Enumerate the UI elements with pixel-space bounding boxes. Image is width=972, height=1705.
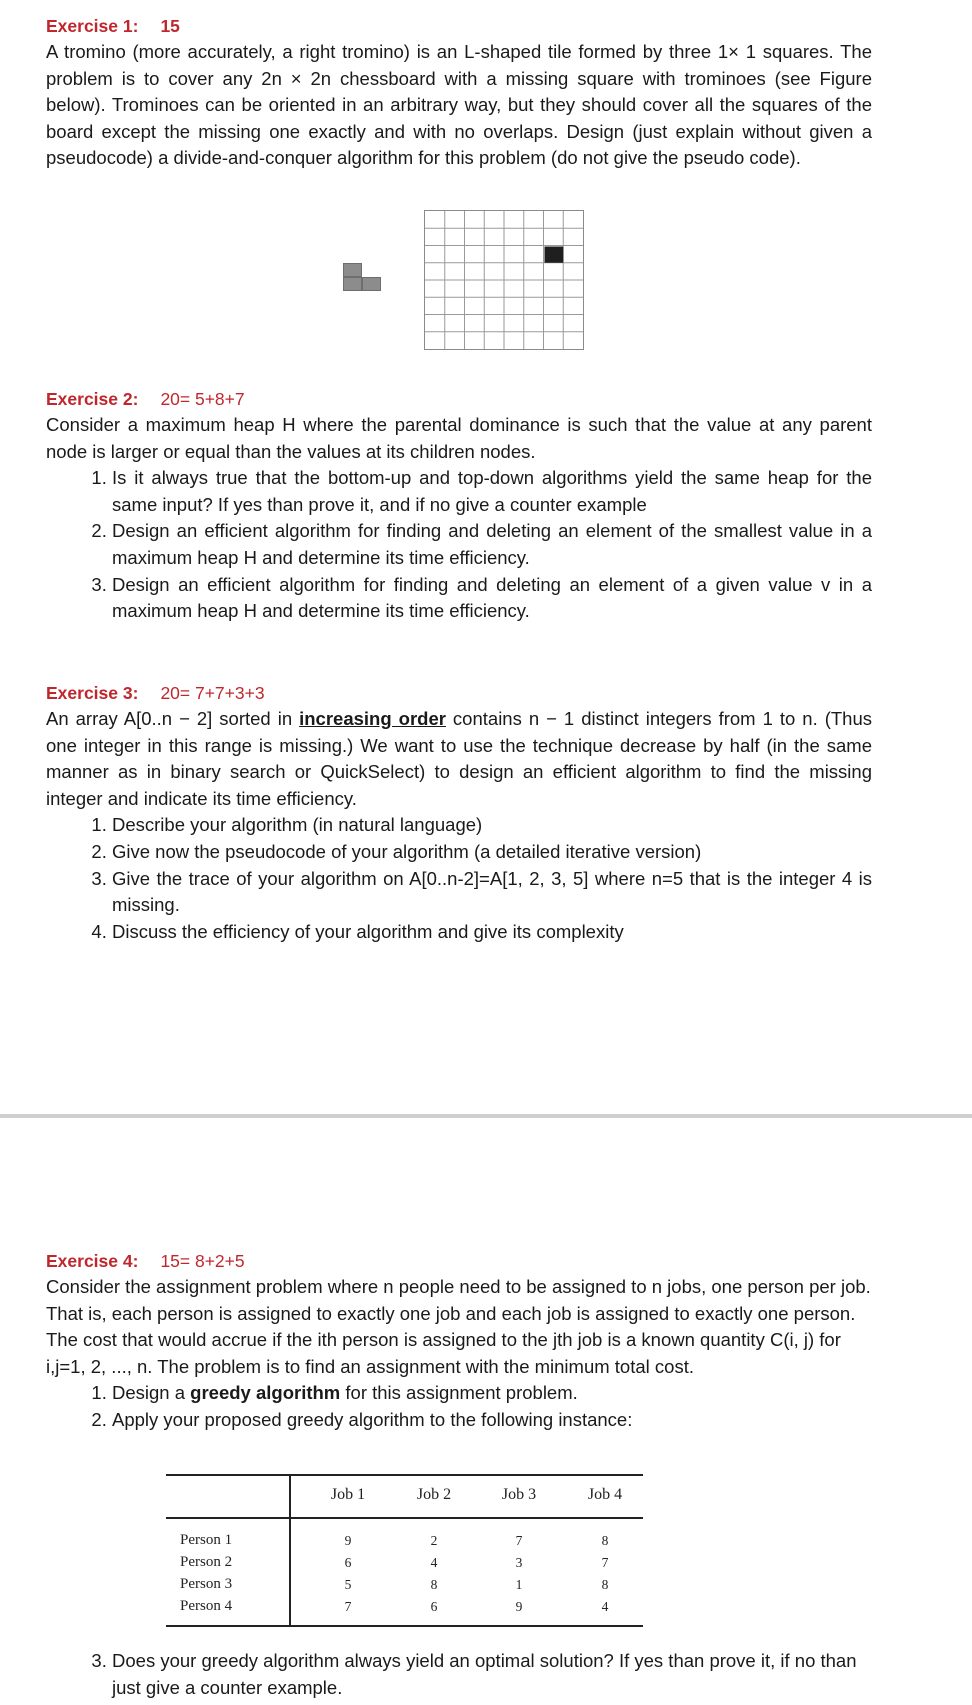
exercise-2-label: Exercise 2: (46, 389, 139, 409)
table-cell: 9 (515, 1599, 523, 1614)
exercise-3-list (46, 812, 872, 945)
table-cell: 6 (344, 1555, 352, 1570)
table-rule (166, 1517, 643, 1519)
page-divider (0, 1114, 972, 1118)
table-row-label: Person 3 (180, 1576, 233, 1592)
tromino-square (343, 263, 362, 277)
exercise-4-item: 2. Apply your proposed greedy algorithm to the following instance: (112, 1407, 872, 1434)
exercise-3-text-start: An array A[0..n − 2] sorted in (46, 708, 300, 729)
exercise-3-item: 1. Describe your algorithm (in natural language) (112, 812, 872, 839)
exercise-3-text (46, 706, 872, 812)
exercise-4-continued (46, 1648, 872, 1701)
exercise-2 (46, 386, 872, 625)
tromino-square (362, 277, 381, 291)
chessboard-figure (424, 210, 584, 350)
exercise-4-emphasis: greedy algorithm (190, 1382, 341, 1404)
exercise-2-item: 3. Design an efficient algorithm for finding and deleting an element of a given value v in a maximum heap H and determine its time efficiency. (112, 572, 872, 625)
table-cell: 7 (344, 1599, 352, 1614)
exercise-4-text: Consider the assignment problem where n people need to be assigned to n jobs, one person per job. That is, each person is assigned to exactly one job and each job is assigned to exactly one person. The cost that would accrue if the ith person is assigned to the jth job is a known quantity C(i, j) for i,j=1, 2, ..., n. The problem is to find an assignment with the minimum total cost. (46, 1276, 871, 1377)
table-cell: 8 (601, 1533, 609, 1548)
exercise-1 (46, 13, 872, 172)
exercise-3-text-end: contains n − 1 distinct integers from 1 to n. (Thus one integer in this range is missing.) We want to use the technique decrease by half (in the same manner as in binary search or QuickSelect) to design an efficient algorithm to find the missing integer and indicate its time efficiency. (46, 708, 872, 809)
table-cell: 9 (344, 1533, 352, 1548)
table-row-label: Person 4 (180, 1598, 233, 1614)
table-cell: 5 (344, 1577, 352, 1592)
table-cell: 6 (430, 1599, 438, 1614)
exercise-3-points: 20= 7+7+3+3 (160, 683, 265, 703)
table-header: Job 2 (416, 1486, 452, 1503)
exercise-3-emphasis: increasing order (299, 708, 446, 729)
table-cell: 2 (430, 1533, 438, 1548)
exercise-4 (46, 1248, 872, 1434)
table-header: Job 1 (330, 1486, 366, 1503)
exercise-4-item1-end: for this assignment problem. (340, 1382, 578, 1404)
exercise-2-text: Consider a maximum heap H where the parental dominance is such that the value at any parent node is larger or equal than the values at its children nodes. (46, 414, 872, 462)
exercise-2-points: 20= 5+8+7 (160, 389, 245, 409)
exercise-4-list-continued (46, 1648, 872, 1701)
exercise-4-item (112, 1380, 872, 1407)
exercise-4-list (46, 1380, 872, 1433)
exercise-1-text: A tromino (more accurately, a right tromino) is an L-shaped tile formed by three 1× 1 squares. The problem is to cover any 2n × 2n chessboard with a missing square with trominoes (see Figure below). Trominoes can be oriented in an arbitrary way, but they should cover all the squares of the board except the missing one exactly and with no overlaps. Design (just explain without given a pseudocode) a divide-and-conquer algorithm for this problem (do not give the pseudo code). (46, 41, 872, 169)
table-header: Job 4 (587, 1486, 623, 1503)
chessboard-grid (425, 211, 583, 349)
exercise-3-item: 2. Give now the pseudocode of your algorithm (a detailed iterative version) (112, 839, 872, 866)
missing-square (545, 247, 564, 263)
exercise-4-heading (46, 1248, 872, 1274)
table-cell: 7 (601, 1555, 609, 1570)
exercise-4-label: Exercise 4: (46, 1251, 139, 1271)
table-rule (166, 1625, 643, 1627)
table-cell: 1 (515, 1577, 523, 1592)
exercise-3-label: Exercise 3: (46, 683, 139, 703)
exercise-3-item: 3. Give the trace of your algorithm on A[0..n-2]=A[1, 2, 3, 5] where n=5 that is the integer 4 is missing. (112, 866, 872, 919)
tromino-figure (343, 263, 385, 295)
table-cell: 8 (601, 1577, 609, 1592)
exercise-1-label: Exercise 1: (46, 16, 139, 36)
exercise-3-item: 4. Discuss the efficiency of your algorithm and give its complexity (112, 919, 872, 946)
exercise-1-points: 15 (160, 16, 180, 36)
exercise-4-item1-start: Design a (112, 1382, 191, 1404)
exercise-2-list (46, 465, 872, 625)
exercise-3 (46, 680, 872, 945)
table-cell: 8 (430, 1577, 438, 1592)
table-row-label: Person 2 (180, 1554, 233, 1570)
exercise-1-heading (46, 13, 872, 39)
table-row-label: Person 1 (180, 1532, 233, 1548)
table-cell: 4 (601, 1599, 609, 1614)
tromino-square (343, 277, 362, 291)
table-rule (289, 1474, 291, 1627)
exercise-2-heading (46, 386, 872, 412)
exercise-4-points: 15= 8+2+5 (160, 1251, 245, 1271)
table-cell: 7 (515, 1533, 523, 1548)
table-cell: 4 (430, 1555, 438, 1570)
exercise-2-item: 2. Design an efficient algorithm for finding and deleting an element of the smallest value in a maximum heap H and determine its time efficiency. (112, 518, 872, 571)
table-cell: 3 (515, 1555, 523, 1570)
exercise-2-item: 1. Is it always true that the bottom-up and top-down algorithms yield the same heap for the same input? If yes than prove it, and if no give a counter example (112, 465, 872, 518)
exercise-3-heading (46, 680, 872, 706)
table-header: Job 3 (501, 1486, 537, 1503)
exercise-4-item: 3. Does your greedy algorithm always yield an optimal solution? If yes than prove it, if no than just give a counter example. (112, 1648, 872, 1701)
table-rule (166, 1474, 643, 1476)
